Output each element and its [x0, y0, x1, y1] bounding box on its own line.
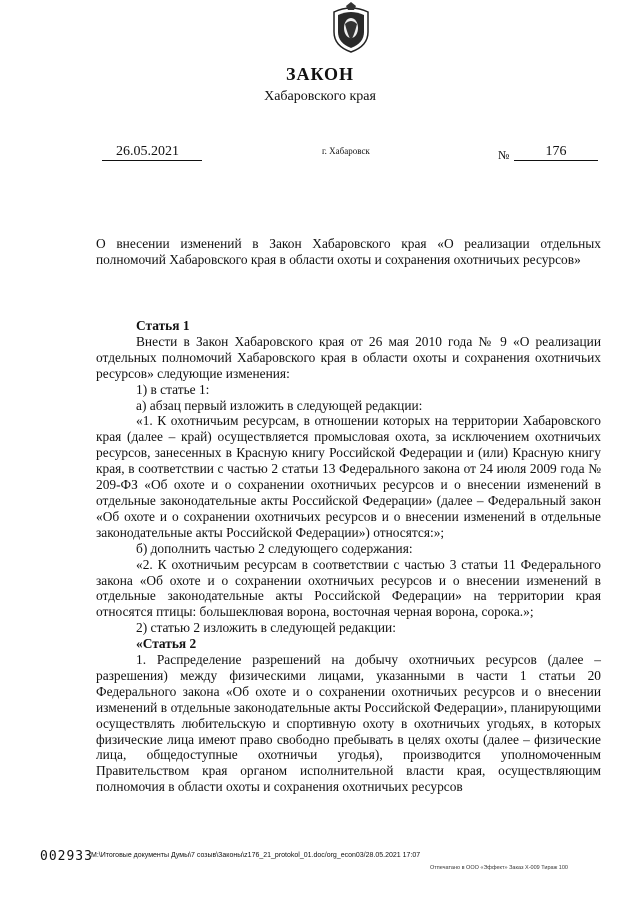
law-title: ЗАКОН — [285, 64, 355, 84]
paragraph: Внести в Закон Хабаровского края от 26 мая 2010 года № 9 «О реализации отдельных полномочий Хабаровского края в области охоты и сохранения охотничьих ресурсов» следующие изменения: — [96, 333, 601, 381]
law-heading: О внесении изменений в Закон Хабаровского края «О реализации отдельных полномочий Хабаровского края в области охоты и сохранения охотничьих ресурсов» — [96, 236, 601, 267]
law-date: 26.05.2021 — [102, 144, 202, 161]
article-heading: «Статья 2 — [136, 636, 197, 652]
law-number: 176 — [514, 144, 598, 161]
region-name: Хабаровского края — [264, 89, 376, 104]
file-path: M:\Итоговые документы Думы\7 созыв\Законы\z176_21_protokol_01.doc/org_econ03/28.05.2021 17:07 — [91, 852, 421, 859]
print-note: Отпечатано в ООО «Эффект» Заказ Х-009 Тираж 100 — [430, 865, 568, 871]
law-body — [96, 318, 601, 795]
paragraph: «1. К охотничьим ресурсам, в отношении которых на территории Хабаровского края (далее – край) осуществляется промысловая охота, за исключением охотничьих ресурсов, занесенных в Красную книгу Российской Федерации и (или) Красную книгу края, в соответствии с частью 2 статьи 13 Федерального закона от 24 июля 2009 года № 209-ФЗ «Об охоте и о сохранении охотничьих ресурсов и о внесении изменений в отдельные законодательные акты Российской Федерации» (далее – Федеральный закон «Об охоте и о сохранении охотничьих ресурсов и о внесении изменений в отдельные законодательные акты Российской Федерации») относятся:»; — [96, 413, 601, 540]
paragraph: 1) в статье 1: — [136, 381, 210, 397]
coat-of-arms-emblem — [328, 2, 374, 54]
document-code: 002933 — [40, 849, 93, 864]
paragraph: б) дополнить частью 2 следующего содержания: — [136, 540, 413, 556]
city-name: г. Хабаровск — [322, 146, 370, 156]
paragraph: 2) статью 2 изложить в следующей редакции: — [136, 620, 396, 636]
number-label: № — [498, 148, 510, 162]
paragraph: 1. Распределение разрешений на добычу охотничьих ресурсов (далее – разрешения) между физическими лицами, указанными в части 1 статьи 20 Федерального закона «Об охоте и о сохранении охотничьих ресурсов и о внесении изменений в отдельные законодательные акты Российской Федерации», планирующими осуществлять любительскую и спортивную охоту в охотничьих угодьях, в которых физические лица имеют право свободно пребывать в целях охоты (далее – физические лица, общедоступные охотничьи угодья), производится уполномоченным Правительством края органом исполнительной власти края, осуществляющим полномочия в области охоты и сохранения охотничьих ресурсов — [96, 652, 601, 795]
paragraph: а) абзац первый изложить в следующей редакции: — [136, 397, 423, 413]
article-heading: Статья 1 — [136, 318, 190, 333]
paragraph: «2. К охотничьим ресурсам в соответствии с частью 3 статьи 11 Федерального закона «Об охоте и о сохранении охотничьих ресурсов и о внесении изменений в отдельные законодательные акты Российской Федерации» на территории края относятся птицы: большеклювая ворона, восточная черная ворона, сорока.»; — [96, 556, 601, 620]
